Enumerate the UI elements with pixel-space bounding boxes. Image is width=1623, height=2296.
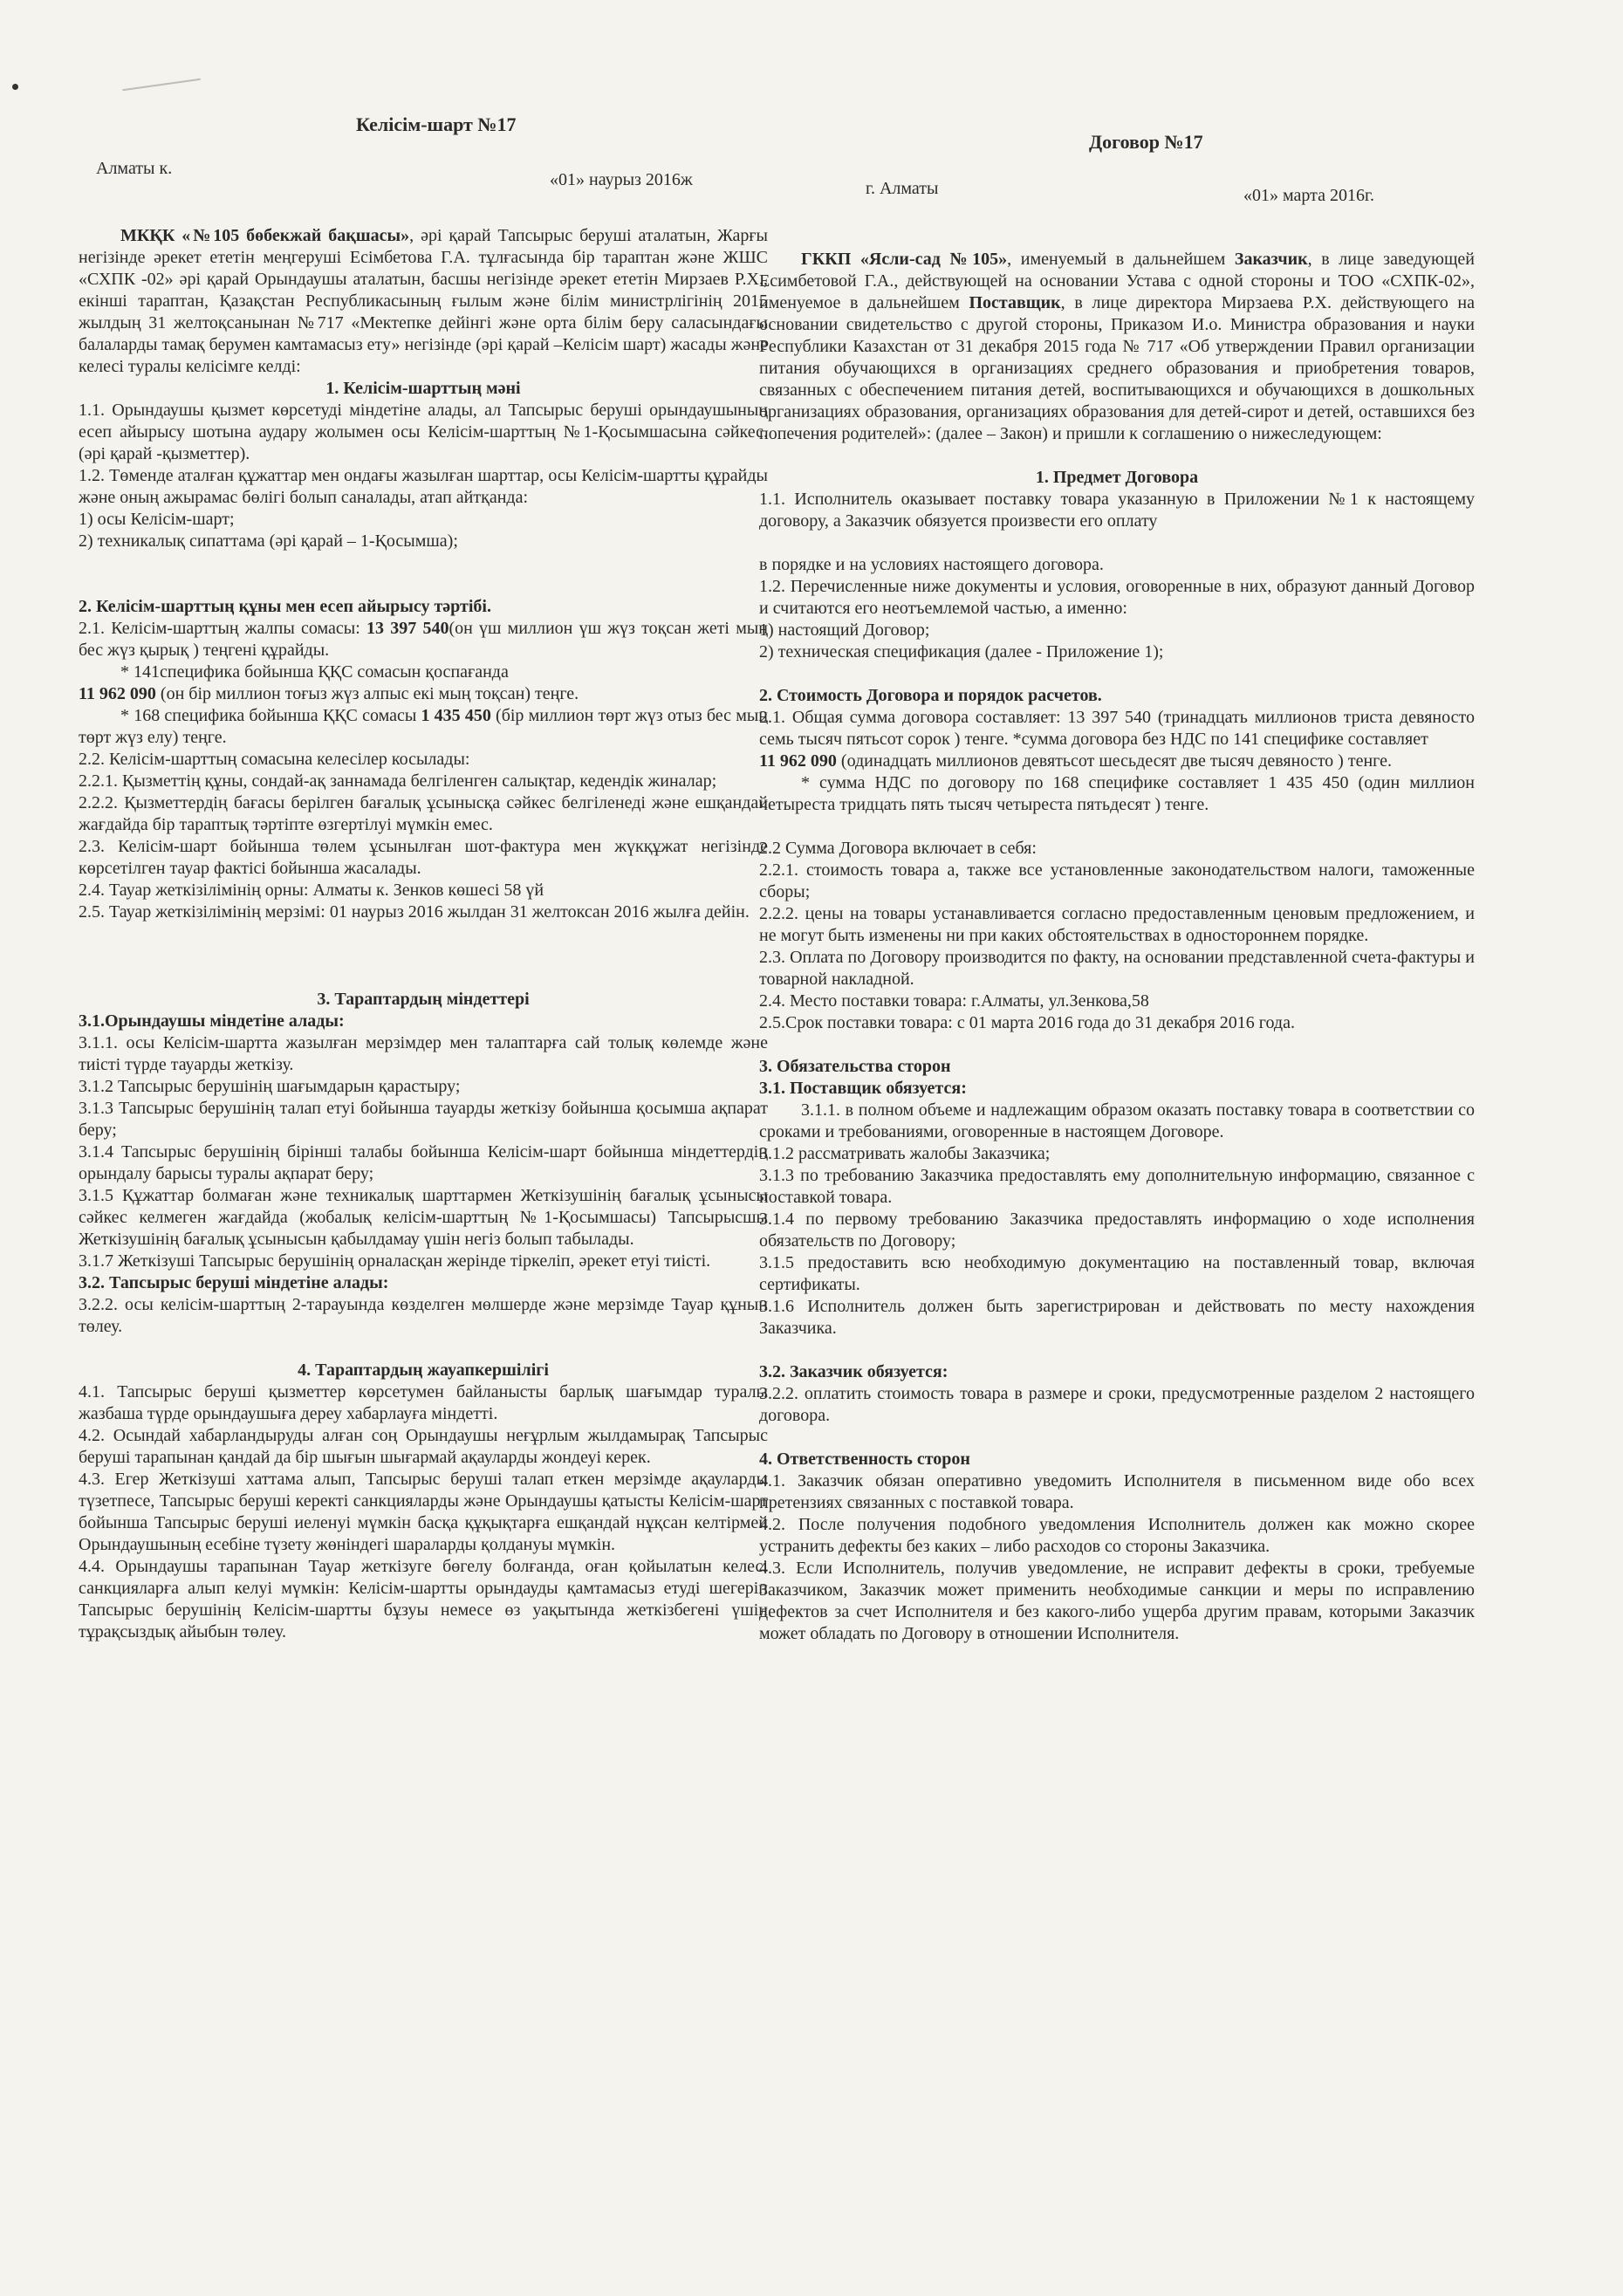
ru-intro xyxy=(759,249,1475,445)
kz-s2-3: 2.3. Келісім-шарт бойынша төлем ұсынылған шот-фактура мен жүкқұжат негізінде көрсетілген тауар фактісі бойынша жасалады. xyxy=(79,837,768,878)
ru-s3-1-4: 3.1.4 по первому требованию Заказчика предоставлять информацию о ходе исполнения обязательств по Договору; xyxy=(759,1210,1475,1251)
ru-s2-3: 2.3. Оплата по Договору производится по факту, на основании представленной счета-фактуры и товарной накладной. xyxy=(759,948,1475,989)
kz-s1-2-1: 1) осы Келісім-шарт; xyxy=(79,510,235,529)
kz-s1-1: 1.1. Орындаушы қызмет көрсетуді міндетіне алады, ал Тапсырыс беруші орындаушының есеп айырысу шотына аудару жолымен осы Келісім-шарттың №1-Қосымшасына сәйкес. (әрі қарай -қызметтер). xyxy=(79,401,768,463)
kz-s2-1-168-words: (бір миллион төрт жүз отыз бес мың төрт жүз елу) теңге. xyxy=(79,706,768,747)
ru-s1-1: 1.1. Исполнитель оказывает поставку товара указанную в Приложении №1 к настоящему договору, а Заказчик обязуется произвести его оплату xyxy=(759,490,1475,531)
kz-s4-1: 4.1. Тапсырыс беруші қызметтер көрсетумен байланысты барлық шағымдар туралы жазбаша түрде орындаушыға дереу хабарлауға міндетті. xyxy=(79,1382,768,1423)
scan-speck xyxy=(12,84,18,90)
ru-s1-2-2: 2) техническая спецификация (далее - Приложение 1); xyxy=(759,642,1164,661)
kz-s2-4: 2.4. Тауар жеткізілімінің орны: Алматы к. Зенков көшесі 58 үй xyxy=(79,881,544,900)
ru-s2-2-2: 2.2.2. цены на товары устанавливается согласно предоставленным ценовым предложением, и не могут быть изменены ни при каких обстоятельствах в одностороннем порядке. xyxy=(759,904,1475,945)
ru-intro-postavshik: Поставщик xyxy=(969,293,1061,312)
ru-s2-4: 2.4. Место поставки товара: г.Алматы, ул.Зенкова,58 xyxy=(759,991,1149,1011)
ru-s1-2-1: 1) настоящий Договор; xyxy=(759,620,930,640)
ru-s3-1-1: 3.1.1. в полном объеме и надлежащим образом оказать поставку товара в соответствии со сроками и требованиями, оговоренные в настоящем Договоре. xyxy=(759,1100,1475,1141)
kz-s3-1-3: 3.1.3 Тапсырыс берушінің талап етуі бойынша тауарды жеткізу бойынша қосымша ақпарат беру; xyxy=(79,1099,768,1140)
kz-s2-5: 2.5. Тауар жеткізілімінің мерзімі: 01 наурыз 2016 жылдан 31 желтоксан 2016 жылға дейін. xyxy=(79,902,750,922)
ru-s2-1-sum: 11 962 090 xyxy=(759,751,837,771)
kz-intro xyxy=(79,225,768,378)
kz-s2-2-2: 2.2.2. Қызметтердің бағасы берілген бағалық ұсынысқа сәйкес белгіленеді және ешқандай жағдайда бір тараптық тәртіпте өзгертілуі мүмкін емес. xyxy=(79,793,768,834)
kz-s3-title: 3. Тараптардың міндеттері xyxy=(317,990,530,1009)
kz-title: Келісім-шарт №17 xyxy=(356,113,517,135)
ru-s4-3: 4.3. Если Исполнитель, получив уведомление, не исправит дефекты в сроки, требуемые Заказчиком, Заказчик может применить необходимые санкции и меры по исправлению дефектов за счет Исполнителя и без какого-либо ущерба другим правам, которыми Заказчик может обладать по Договору в отношении Исполнителя. xyxy=(759,1559,1475,1643)
kz-s2-1-text: 2.1. Келісім-шарттың жалпы сомасы: xyxy=(79,619,367,638)
ru-s3-1-title: 3.1. Поставщик обязуется: xyxy=(759,1079,967,1098)
kz-city: Алматы к. xyxy=(96,159,173,178)
kz-s2-1-168-text: * 168 специфика бойынша ҚҚС сомасы xyxy=(120,706,421,725)
kz-column xyxy=(79,225,768,1643)
kz-s3-2-2: 3.2.2. осы келісім-шарттың 2-тарауында көзделген мөлшерде және мерзімде Тауар құнын төлеу. xyxy=(79,1295,768,1336)
kz-s3-1-4: 3.1.4 Тапсырыс берушінің бірінші талабы бойынша Келісім-шарт бойынша міндеттердің орындалу барысы туралы ақпарат беру; xyxy=(79,1142,768,1183)
kz-s4-3: 4.3. Егер Жеткізуші хаттама алып, Тапсырыс беруші талап еткен мерзімде ақауларды түзетпесе, Тапсырыс беруші керекті санкцияларды және Орындаушы қатысты Келісім-шарт бойынша Тапсырыс беруші иеленуі мүмкін басқа құқықтарға ешқандай нұқсан келтірмей Орындаушының есебіне түзету жөніндегі шараларды қолдануы мүмкін. xyxy=(79,1470,768,1554)
ru-s2-1: 2.1. Общая сумма договора составляет: 13 397 540 (тринадцать миллионов триста девяносто семь тысяч пятьсот сорок ) тенге. *сумма договора без НДС по 141 специфике составляет xyxy=(759,708,1475,749)
ru-intro-customer: ГККП «Ясли-сад №105» xyxy=(801,250,1008,269)
ru-s2-1-168: * сумма НДС по договору по 168 специфике составляет 1 435 450 (один миллион четыреста тридцать пять тысяч четыреста пятьдесят ) тенге. xyxy=(759,773,1475,814)
ru-s3-1-2: 3.1.2 рассматривать жалобы Заказчика; xyxy=(759,1144,1051,1163)
kz-s1-title: 1. Келісім-шарттың мәні xyxy=(325,379,521,398)
kz-s4-title: 4. Тараптардың жауапкершілігі xyxy=(298,1360,549,1380)
kz-s2-2-1: 2.2.1. Қызметтің құны, сондай-ақ заннамада белгіленген салықтар, кедендік жиналар; xyxy=(79,771,717,791)
ru-title: Договор №17 xyxy=(1089,131,1203,153)
kz-s2-1-sum: 13 397 540 xyxy=(366,619,449,638)
ru-s2-1-words: (одинадцать миллионов девятьсот шесьдесят две тысяч девяносто ) тенге. xyxy=(836,751,1392,771)
kz-s2-1-168-sum: 1 435 450 xyxy=(421,706,491,725)
kz-s2-1-141 xyxy=(79,661,768,705)
ru-city: г. Алматы xyxy=(866,179,939,198)
ru-intro-text2: , в лице заведующей Есимбетовой Г.А., действующей на основании Устава с одной стороны и ТОО «СХПК-02», именуемое в дальнейшем xyxy=(759,250,1475,312)
ru-s1-title: 1. Предмет Договора xyxy=(1035,468,1199,487)
kz-s2-1-168 xyxy=(79,705,768,749)
ru-s2-2-1: 2.2.1. стоимость товара а, также все установленные законодательством налоги, таможенные сборы; xyxy=(759,860,1475,901)
kz-s4-4: 4.4. Орындаушы тарапынан Тауар жеткізуге бөгелу болғанда, оған қойылатын келесі санкцияларға алып келуі мүмкін: Келісім-шартты орындауды қамтамасыз етуді шегеріп Тапсырыс берушінің Келісім-шартты бұзуы немесе өз уақытында жеткізбегені үшін тұрақсыздық айыбын төлеу. xyxy=(79,1557,768,1641)
ru-s3-title: 3. Обязательства сторон xyxy=(759,1057,951,1076)
kz-s2-1-141-text: * 141спецификa бойынша ҚҚС сомасын қоспағанда xyxy=(120,662,509,682)
kz-s3-1-7: 3.1.7 Жеткізуші Тапсырыс берушінің орналасқан жерінде тіркеліп, әрекет етуі тиісті. xyxy=(79,1251,711,1271)
kz-s3-2-title: 3.2. Тапсырыс беруші міндетіне алады: xyxy=(79,1273,389,1292)
ru-s4-1: 4.1. Заказчик обязан оперативно уведомить Исполнителя в письменном виде обо всех претензиях связанных с поставкой товара. xyxy=(759,1471,1475,1512)
ru-s2-1-141 xyxy=(759,750,1475,772)
kz-s2-1-words: (он үш миллион үш жүз тоқсан жеті мың бес жүз қырық ) теңгені құрайды. xyxy=(79,619,769,660)
kz-s3-1-5: 3.1.5 Құжаттар болмаған және техникалық шарттармен Жеткізушінің бағалық ұсынысы сәйкес келмеген жағдайда (жобалық келісім-шарттың №1-Қосымшасы) Тапсырысшы Жеткізушінің бағалық ұсынысын қабылдамау үшін негіз болып табылады. xyxy=(79,1186,768,1249)
ru-s2-2: 2.2 Сумма Договора включает в себя: xyxy=(759,839,1037,858)
ru-s4-2: 4.2. После получения подобного уведомления Исполнитель должен как можно скорее устранить дефекты без каких – либо расходов со стороны Заказчика. xyxy=(759,1515,1475,1556)
ru-date: «01» марта 2016г. xyxy=(1243,186,1374,205)
ru-s1-1b: в порядке и на условиях настоящего договора. xyxy=(759,555,1104,574)
kz-intro-name: МКҚК «№105 бөбекжай бақшасы» xyxy=(120,226,410,245)
kz-s2-1-141-words: (он бір миллион тоғыз жүз алпыс екі мың тоқсан) теңге. xyxy=(155,684,579,703)
kz-s2-1-141-sum: 11 962 090 xyxy=(79,684,156,703)
ru-s3-2-title: 3.2. Заказчик обязуется: xyxy=(759,1362,948,1381)
ru-column xyxy=(759,249,1475,1645)
kz-intro-rest: , әрі қарай Тапсырыс беруші аталатын, Жарғы негізінде әрекет ететін меңгеруші Есімбетова Г.А. тұлғасында бір тараптан және ЖШС «СХПК -02» әрі қарай Орындаушы аталатын, басшы негізінде әрекет ететін Мирзаев Р.Х., екінші тараптан, Қазақстан Республикасының ғылым және білім министрлігінің 2015 жылдың 31 желтоқсанынан №717 «Мектепке дейінгі және орта білім беру саласындағы балаларды тамақ берумен камтамасыз ету» негізінде (әрі қарай –Келісім шарт) жасады және келесі туралы келісімге келді: xyxy=(79,226,768,376)
kz-s1-2: 1.2. Төменде аталған құжаттар мен ондағы жазылған шарттар, осы Келісім-шартты құрайды және оның ажырамас бөлігі болып саналады, атап айтқанда: xyxy=(79,466,768,507)
kz-s3-1-title: 3.1.Орындаушы міндетіне алады: xyxy=(79,1011,345,1031)
ru-s2-title: 2. Стоимость Договора и порядок расчетов. xyxy=(759,686,1102,705)
kz-s3-1-1: 3.1.1. осы Келісім-шартта жазылған мерзімдер мен талаптарға сай толық көлемде және тиісті түрде тауарды жеткізу. xyxy=(79,1033,768,1074)
kz-date: «01» наурыз 2016ж xyxy=(550,170,693,189)
kz-s2-2: 2.2. Келісім-шарттың сомасына келесілер косылады: xyxy=(79,750,470,769)
kz-s4-2: 4.2. Осындай хабарландыруды алған соң Орындаушы неғұрлым жылдамырақ Тапсырыс беруші тарапынан қандай да бір шығын шығармай ақауларды жондеуі керек. xyxy=(79,1426,768,1467)
ru-s3-1-5: 3.1.5 предоставить всю необходимую документацию на поставленный товар, включая сертификаты. xyxy=(759,1253,1475,1294)
kz-s2-title: 2. Келісім-шарттың құны мен есеп айырысу тәртібі. xyxy=(79,597,491,616)
ru-s2-5: 2.5.Срок поставки товара: с 01 марта 2016 года до 31 декабря 2016 года. xyxy=(759,1013,1295,1032)
ru-intro-zakazchik: Заказчик xyxy=(1234,250,1308,269)
ru-s3-1-3: 3.1.3 по требованию Заказчика предоставлять ему дополнительную информацию, связанное с поставкой товара. xyxy=(759,1166,1475,1207)
ru-s3-1-6: 3.1.6 Исполнитель должен быть зарегистрирован и действовать по месту нахождения Заказчика. xyxy=(759,1297,1475,1338)
ru-intro-text1: , именуемый в дальнейшем xyxy=(1007,250,1235,269)
scan-mark xyxy=(122,79,200,92)
ru-s1-2: 1.2. Перечисленные ниже документы и условия, оговоренные в них, образуют данный Договор и считаются его неотъемлемой частью, а именно: xyxy=(759,577,1475,618)
ru-s4-title: 4. Ответственность сторон xyxy=(759,1450,970,1469)
kz-s1-2-2: 2) техникалық сипаттама (әрі қарай – 1-Қосымша); xyxy=(79,531,458,551)
kz-s2-1 xyxy=(79,618,768,661)
ru-intro-text3: , в лице директора Мирзаева Р.Х. действующего на основании свидетельство с другой стороны, Приказом И.о. Министра образования и науки Республики Казахстан от 31 декабря 2015 года № 717 «Об утверждении Правил организации питания обучающихся в организациях среднего образования и приобретения товаров, связанных с обеспечением питания детей, воспитывающихся и обучающихся в дошкольных организациях образования, организациях образования для детей-сирот и детей, оставшихся без попечения родителей»: (далее – Закон) и пришли к соглашению о нижеследующем: xyxy=(759,293,1475,443)
ru-s3-2-2: 3.2.2. оплатить стоимость товара в размере и сроки, предусмотренные разделом 2 настоящего договора. xyxy=(759,1384,1475,1425)
kz-s3-1-2: 3.1.2 Тапсырыс берушінің шағымдарын қарастыру; xyxy=(79,1077,461,1096)
